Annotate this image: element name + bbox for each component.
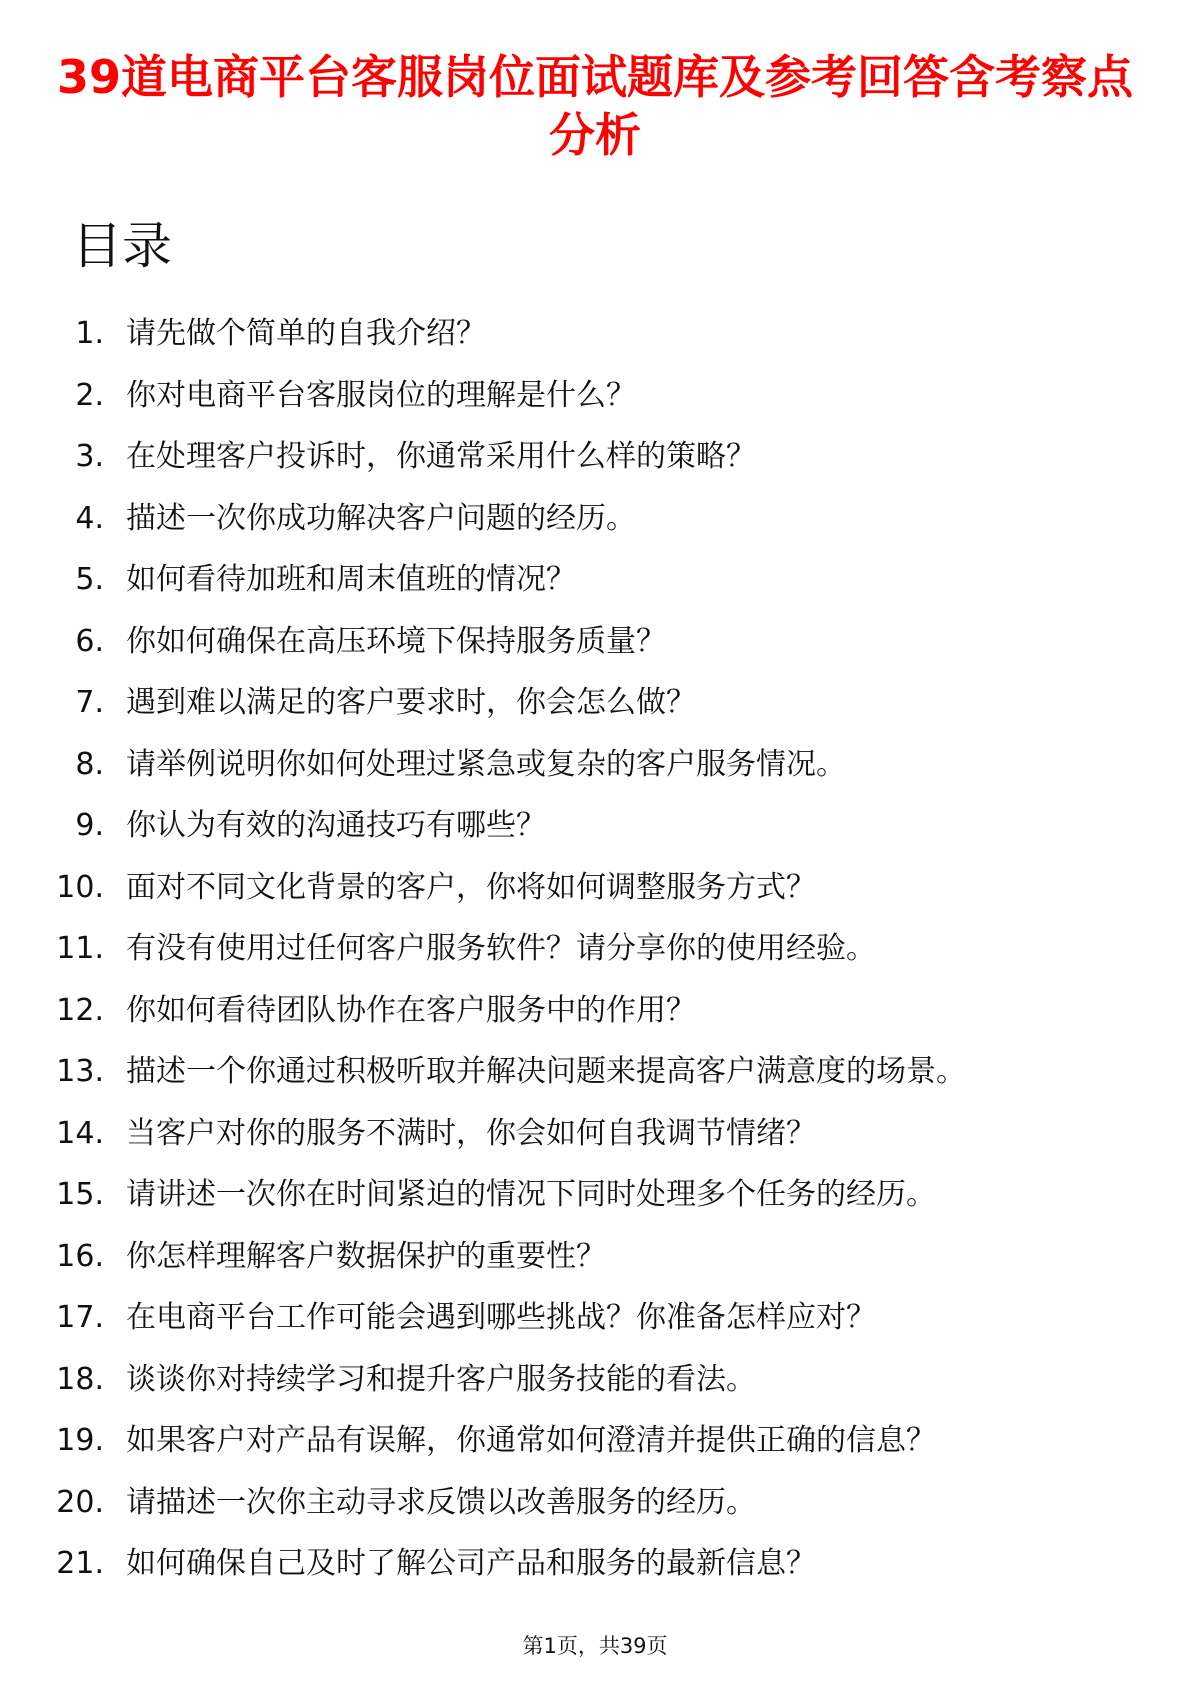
toc-item-number: 21.	[56, 1546, 104, 1581]
toc-item-16[interactable]	[0, 1237, 1190, 1299]
page-title: 39道电商平台客服岗位面试题库及参考回答含考察点分析	[56, 50, 1133, 162]
toc-item-2[interactable]	[0, 376, 1190, 438]
toc-item-number: 16.	[56, 1238, 104, 1274]
toc-item-4[interactable]	[0, 499, 1190, 561]
page-footer: 第1页，共39页	[522, 1634, 668, 1658]
toc-item-text[interactable]: 在电商平台工作可能会遇到哪些挑战？你准备怎样应对？	[126, 1300, 876, 1335]
toc-item-19[interactable]	[0, 1421, 1190, 1483]
toc-item-number: 11.	[56, 931, 104, 966]
toc-item-number: 20.	[56, 1484, 104, 1520]
toc-item-number: 13.	[56, 1054, 104, 1089]
toc-item-text[interactable]: 描述一次你成功解决客户问题的经历。	[126, 500, 636, 536]
toc-item-8[interactable]	[0, 745, 1190, 807]
toc-item-13[interactable]	[0, 1052, 1190, 1114]
toc-item-text[interactable]: 请描述一次你主动寻求反馈以改善服务的经历。	[126, 1484, 756, 1520]
toc-item-10[interactable]	[0, 868, 1190, 930]
toc-item-18[interactable]	[0, 1360, 1190, 1422]
toc-item-14[interactable]	[0, 1114, 1190, 1176]
toc-item-text[interactable]: 你如何确保在高压环境下保持服务质量？	[126, 623, 666, 659]
toc-item-text[interactable]: 如何看待加班和周末值班的情况？	[126, 562, 576, 597]
toc-item-9[interactable]	[0, 806, 1190, 868]
toc-item-number: 8.	[75, 746, 104, 782]
toc-item-number: 15.	[56, 1177, 104, 1212]
toc-item-text[interactable]: 请讲述一次你在时间紧迫的情况下同时处理多个任务的经历。	[126, 1177, 936, 1212]
toc-item-text[interactable]: 有没有使用过任何客户服务软件？请分享你的使用经验。	[126, 931, 876, 966]
toc-item-20[interactable]	[0, 1483, 1190, 1545]
toc-item-number: 14.	[56, 1115, 104, 1151]
toc-item-text[interactable]: 你如何看待团队协作在客户服务中的作用？	[126, 992, 696, 1028]
toc-item-17[interactable]	[0, 1298, 1190, 1360]
toc-heading: 目录	[72, 217, 172, 275]
toc-item-text[interactable]: 面对不同文化背景的客户，你将如何调整服务方式？	[126, 869, 816, 905]
toc-item-3[interactable]	[0, 437, 1190, 499]
toc-item-text[interactable]: 你怎样理解客户数据保护的重要性？	[126, 1238, 606, 1274]
toc-item-text[interactable]: 遇到难以满足的客户要求时，你会怎么做？	[126, 685, 696, 720]
toc-item-11[interactable]	[0, 929, 1190, 991]
toc-item-text[interactable]: 描述一个你通过积极听取并解决问题来提高客户满意度的场景。	[126, 1054, 966, 1089]
toc-item-text[interactable]: 请举例说明你如何处理过紧急或复杂的客户服务情况。	[126, 746, 846, 782]
toc-item-number: 4.	[75, 500, 104, 536]
toc-item-1[interactable]	[0, 314, 1190, 376]
toc-item-number: 9.	[75, 808, 104, 843]
toc-item-text[interactable]: 谈谈你对持续学习和提升客户服务技能的看法。	[126, 1361, 756, 1397]
toc-item-21[interactable]	[0, 1544, 1190, 1606]
toc-item-number: 5.	[75, 562, 104, 597]
toc-item-text[interactable]: 你认为有效的沟通技巧有哪些？	[126, 808, 546, 843]
toc-item-number: 7.	[75, 685, 104, 720]
toc-item-number: 6.	[75, 623, 104, 659]
toc-item-number: 1.	[75, 316, 104, 351]
toc-item-text[interactable]: 请先做个简单的自我介绍？	[126, 316, 486, 351]
toc-item-number: 3.	[75, 439, 104, 474]
toc-item-number: 10.	[56, 869, 104, 905]
toc-item-text[interactable]: 如果客户对产品有误解，你通常如何澄清并提供正确的信息？	[126, 1423, 936, 1458]
toc-item-number: 12.	[56, 992, 104, 1028]
toc-item-number: 2.	[75, 377, 104, 413]
toc-item-text[interactable]: 你对电商平台客服岗位的理解是什么？	[126, 377, 636, 413]
toc-item-number: 17.	[56, 1300, 104, 1335]
toc-list	[0, 314, 1190, 1606]
toc-item-6[interactable]	[0, 622, 1190, 684]
toc-item-5[interactable]	[0, 560, 1190, 622]
toc-item-15[interactable]	[0, 1175, 1190, 1237]
toc-item-text[interactable]: 如何确保自己及时了解公司产品和服务的最新信息？	[126, 1546, 816, 1581]
toc-item-7[interactable]	[0, 683, 1190, 745]
toc-item-text[interactable]: 在处理客户投诉时，你通常采用什么样的策略？	[126, 439, 756, 474]
toc-item-12[interactable]	[0, 991, 1190, 1053]
toc-item-text[interactable]: 当客户对你的服务不满时，你会如何自我调节情绪？	[126, 1115, 816, 1151]
toc-item-number: 19.	[56, 1423, 104, 1458]
toc-item-number: 18.	[56, 1361, 104, 1397]
